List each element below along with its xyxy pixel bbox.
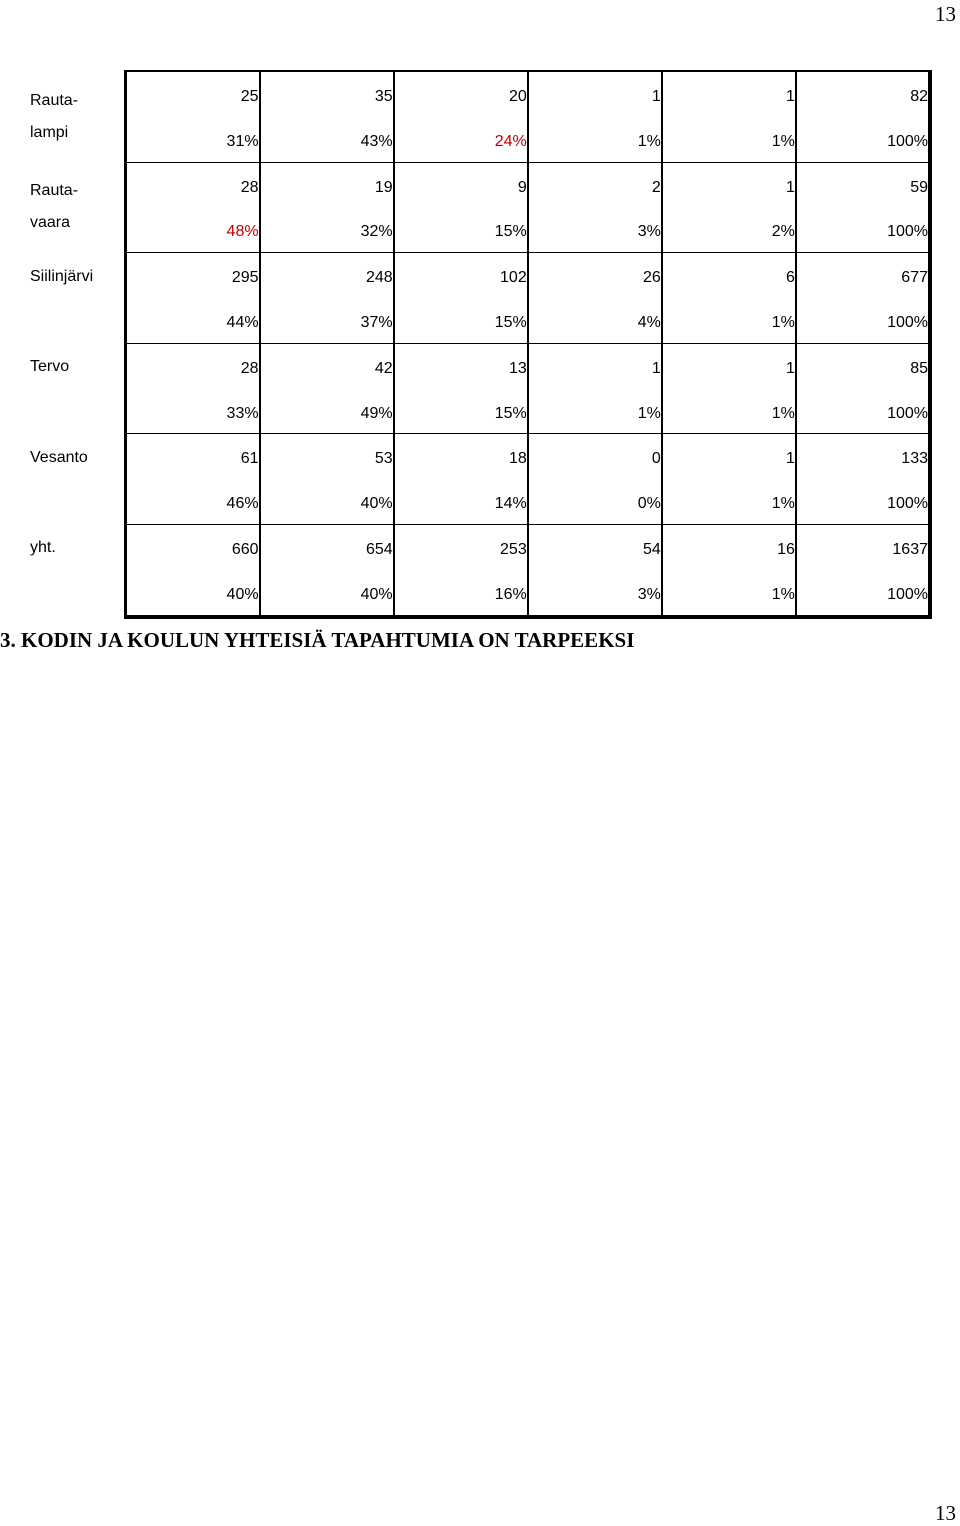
- percent-cell: 1%: [662, 394, 796, 434]
- table-row: [30, 71, 930, 122]
- row-label-line: Rauta-: [30, 91, 79, 109]
- table-row: [30, 122, 930, 162]
- count-cell: 677: [796, 253, 930, 304]
- count-cell: 82: [796, 71, 930, 122]
- count-cell: 1: [528, 71, 662, 122]
- count-cell: 1637: [796, 524, 930, 575]
- count-cell: 1: [662, 434, 796, 485]
- row-label: Vesanto: [30, 448, 88, 466]
- table-row: [30, 343, 930, 394]
- percent-cell: 15%: [394, 394, 528, 434]
- percent-cell: 1%: [662, 484, 796, 524]
- table-row: [30, 434, 930, 485]
- count-cell: 654: [260, 524, 394, 575]
- count-cell: 253: [394, 524, 528, 575]
- results-table: [30, 70, 932, 619]
- percent-cell: 49%: [260, 394, 394, 434]
- count-cell: 1: [528, 343, 662, 394]
- percent-cell: 1%: [662, 122, 796, 162]
- page-number-top: 13: [935, 2, 956, 26]
- percent-cell: 100%: [796, 484, 930, 524]
- count-cell: 133: [796, 434, 930, 485]
- count-cell: 1: [662, 71, 796, 122]
- page-number-bottom: 13: [935, 1501, 956, 1525]
- percent-cell-highlight: 24%: [394, 122, 528, 162]
- table-row: [30, 253, 930, 304]
- count-cell: 53: [260, 434, 394, 485]
- row-label: [30, 71, 126, 162]
- table-row: [30, 394, 930, 434]
- count-cell: 20: [394, 71, 528, 122]
- percent-cell: 3%: [528, 213, 662, 253]
- count-cell: 1: [662, 343, 796, 394]
- percent-cell: 1%: [662, 575, 796, 617]
- percent-cell: 4%: [528, 303, 662, 343]
- percent-cell: 100%: [796, 213, 930, 253]
- count-cell: 42: [260, 343, 394, 394]
- percent-cell: 3%: [528, 575, 662, 617]
- count-cell: 2: [528, 162, 662, 213]
- count-cell: 9: [394, 162, 528, 213]
- count-cell: 35: [260, 71, 394, 122]
- count-cell: 28: [126, 343, 260, 394]
- count-cell: 1: [662, 162, 796, 213]
- row-label: Tervo: [30, 358, 70, 376]
- count-cell: 6: [662, 253, 796, 304]
- percent-cell: 33%: [126, 394, 260, 434]
- count-cell: 16: [662, 524, 796, 575]
- count-cell: 102: [394, 253, 528, 304]
- percent-cell: 1%: [528, 122, 662, 162]
- percent-cell: 40%: [260, 484, 394, 524]
- table-row: [30, 213, 930, 253]
- percent-cell: 40%: [260, 575, 394, 617]
- percent-cell: 37%: [260, 303, 394, 343]
- row-label: yht.: [30, 539, 56, 557]
- count-cell: 13: [394, 343, 528, 394]
- count-cell: 59: [796, 162, 930, 213]
- row-label: Siilinjärvi: [30, 267, 94, 285]
- count-cell: 85: [796, 343, 930, 394]
- percent-cell-highlight: 48%: [126, 213, 260, 253]
- count-cell: 61: [126, 434, 260, 485]
- count-cell: 18: [394, 434, 528, 485]
- count-cell: 26: [528, 253, 662, 304]
- percent-cell: 40%: [126, 575, 260, 617]
- percent-cell: 46%: [126, 484, 260, 524]
- percent-cell: 15%: [394, 213, 528, 253]
- percent-cell: 1%: [528, 394, 662, 434]
- percent-cell: 16%: [394, 575, 528, 617]
- percent-cell: 15%: [394, 303, 528, 343]
- percent-cell: 44%: [126, 303, 260, 343]
- table-row: [30, 303, 930, 343]
- table-row: [30, 524, 930, 575]
- percent-cell: 100%: [796, 122, 930, 162]
- count-cell: 54: [528, 524, 662, 575]
- count-cell: 28: [126, 162, 260, 213]
- section-heading: 3. KODIN JA KOULUN YHTEISIÄ TAPAHTUMIA ON TARPEEKSI: [0, 628, 635, 652]
- count-cell: 295: [126, 253, 260, 304]
- percent-cell: 0%: [528, 484, 662, 524]
- percent-cell: 1%: [662, 303, 796, 343]
- count-cell: 248: [260, 253, 394, 304]
- table-row: [30, 575, 930, 617]
- count-cell: 660: [126, 524, 260, 575]
- table-row: [30, 162, 930, 213]
- row-label-line: Rauta-: [30, 182, 79, 200]
- table-row: [30, 484, 930, 524]
- percent-cell: 2%: [662, 213, 796, 253]
- count-cell: 0: [528, 434, 662, 485]
- row-label-line: lampi: [30, 123, 69, 141]
- count-cell: 19: [260, 162, 394, 213]
- percent-cell: 31%: [126, 122, 260, 162]
- percent-cell: 100%: [796, 303, 930, 343]
- percent-cell: 100%: [796, 575, 930, 617]
- percent-cell: 14%: [394, 484, 528, 524]
- percent-cell: 43%: [260, 122, 394, 162]
- percent-cell: 32%: [260, 213, 394, 253]
- percent-cell: 100%: [796, 394, 930, 434]
- row-label: [30, 162, 126, 253]
- row-label-line: vaara: [30, 214, 71, 232]
- count-cell: 25: [126, 71, 260, 122]
